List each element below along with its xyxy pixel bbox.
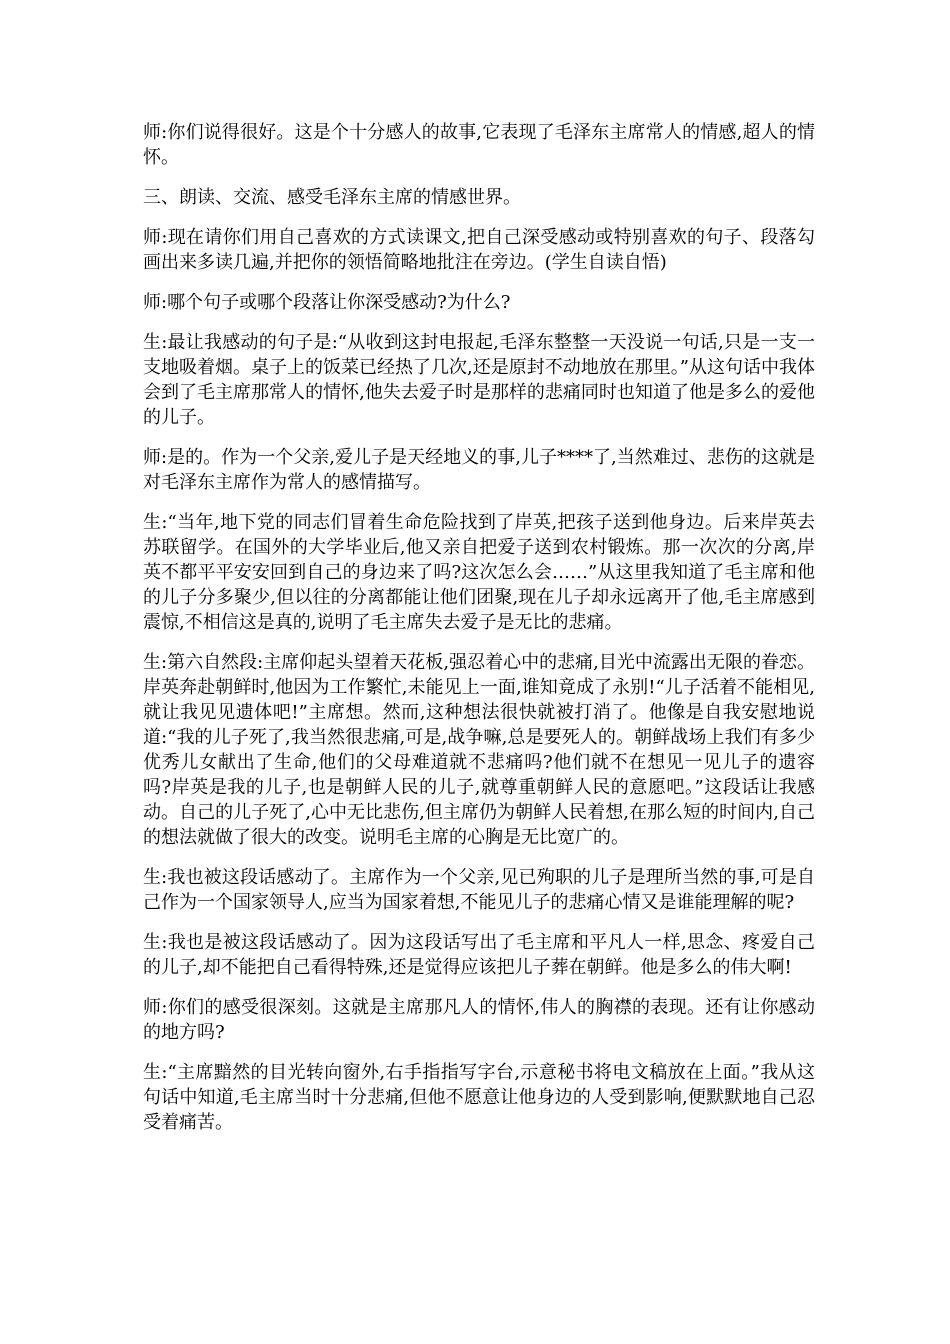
paragraph-student-answer-3: 生:第六自然段:主席仰起头望着天花板,强忍着心中的悲痛,目光中流露出无限的眷恋。岸英奔赴朝鲜时,他因为工作繁忙,未能见上一面,谁知竟成了永别!“儿子活着不能相见,就让我见见遗体吧!”主席想。然而,这种想法很快就被打消了。他像是自我安慰地说道:“我的儿子死了,我当然很悲痛,可是,战争嘛,总是要死人的。朝鲜战场上我们有多少优秀儿女献出了生命,他们的父母难道就不悲痛吗?他们就不在想见一见儿子的遗容吗?岸英是我的儿子,也是朝鲜人民的儿子,就尊重朝鲜人民的意愿吧。”这段话让我感动。自己的儿子死了,心中无比悲伤,但主席仍为朝鲜人民着想,在那么短的时间内,自己的想法就做了很大的改变。说明毛主席的心胸是无比宽广的。	[143, 652, 815, 848]
paragraph-teacher-instruction: 师:现在请你们用自己喜欢的方式读课文,把自己深受感动或特别喜欢的句子、段落勾画出来多读几遍,并把你的领悟简略地批注在旁边。(学生自读自悟)	[143, 227, 815, 273]
paragraph-teacher-response-2: 师:你们的感受很深刻。这就是主席那凡人的情怀,伟人的胸襟的表现。还有让你感动的地方吗?	[143, 997, 815, 1043]
paragraph-student-answer-4: 生:我也被这段话感动了。主席作为一个父亲,见已殉职的儿子是理所当然的事,可是自己作为一个国家领导人,应当为国家着想,不能见儿子的悲痛心情又是谁能理解的呢?	[143, 867, 815, 913]
paragraph-student-answer-2: 生:“当年,地下党的同志们冒着生命危险找到了岸英,把孩子送到他身边。后来岸英去苏联留学。在国外的大学毕业后,他又亲自把爱子送到农村锻炼。那一次次的分离,岸英不都平平安安回到自己的身边来了吗?这次怎么会……”从这里我知道了毛主席和他的儿子分多聚少,但以往的分离都能让他们团聚,现在儿子却永远离开了他,毛主席感到震惊,不相信这是真的,说明了毛主席失去爱子是无比的悲痛。	[143, 512, 815, 633]
paragraph-teacher-question: 师:哪个句子或哪个段落让你深受感动?为什么?	[143, 292, 511, 313]
paragraph-student-answer-6: 生:“主席黯然的目光转向窗外,右手指指写字台,示意秘书将电文稿放在上面。”我从这句话中知道,毛主席当时十分悲痛,但他不愿意让他身边的人受到影响,便默默地自己忍受着痛苦。	[143, 1062, 815, 1133]
paragraph-student-answer-5: 生:我也是被这段话感动了。因为这段话写出了毛主席和平凡人一样,思念、疼爱自己的儿子,却不能把自己看得特殊,还是觉得应该把儿子葬在朝鲜。他是多么的伟大啊!	[143, 932, 815, 978]
section-heading-three: 三、朗读、交流、感受毛泽东主席的情感世界。	[143, 187, 521, 208]
paragraph-teacher-response-1: 师:是的。作为一个父亲,爱儿子是天经地义的事,儿子****了,当然难过、悲伤的这就是对毛泽东主席作为常人的感情描写。	[143, 447, 815, 493]
document-body	[143, 120, 815, 1150]
paragraph-student-answer-1: 生:最让我感动的句子是:“从收到这封电报起,毛泽东整整一天没说一句话,只是一支一支地吸着烟。桌子上的饭菜已经热了几次,还是原封不动地放在那里。”从这句话中我体会到了毛主席那常人的情怀,他失去爱子时是那样的悲痛同时也知道了他是多么的爱他的儿子。	[143, 332, 815, 428]
paragraph-teacher-summary: 师:你们说得很好。这是个十分感人的故事,它表现了毛泽东主席常人的情感,超人的情怀。	[143, 122, 815, 168]
